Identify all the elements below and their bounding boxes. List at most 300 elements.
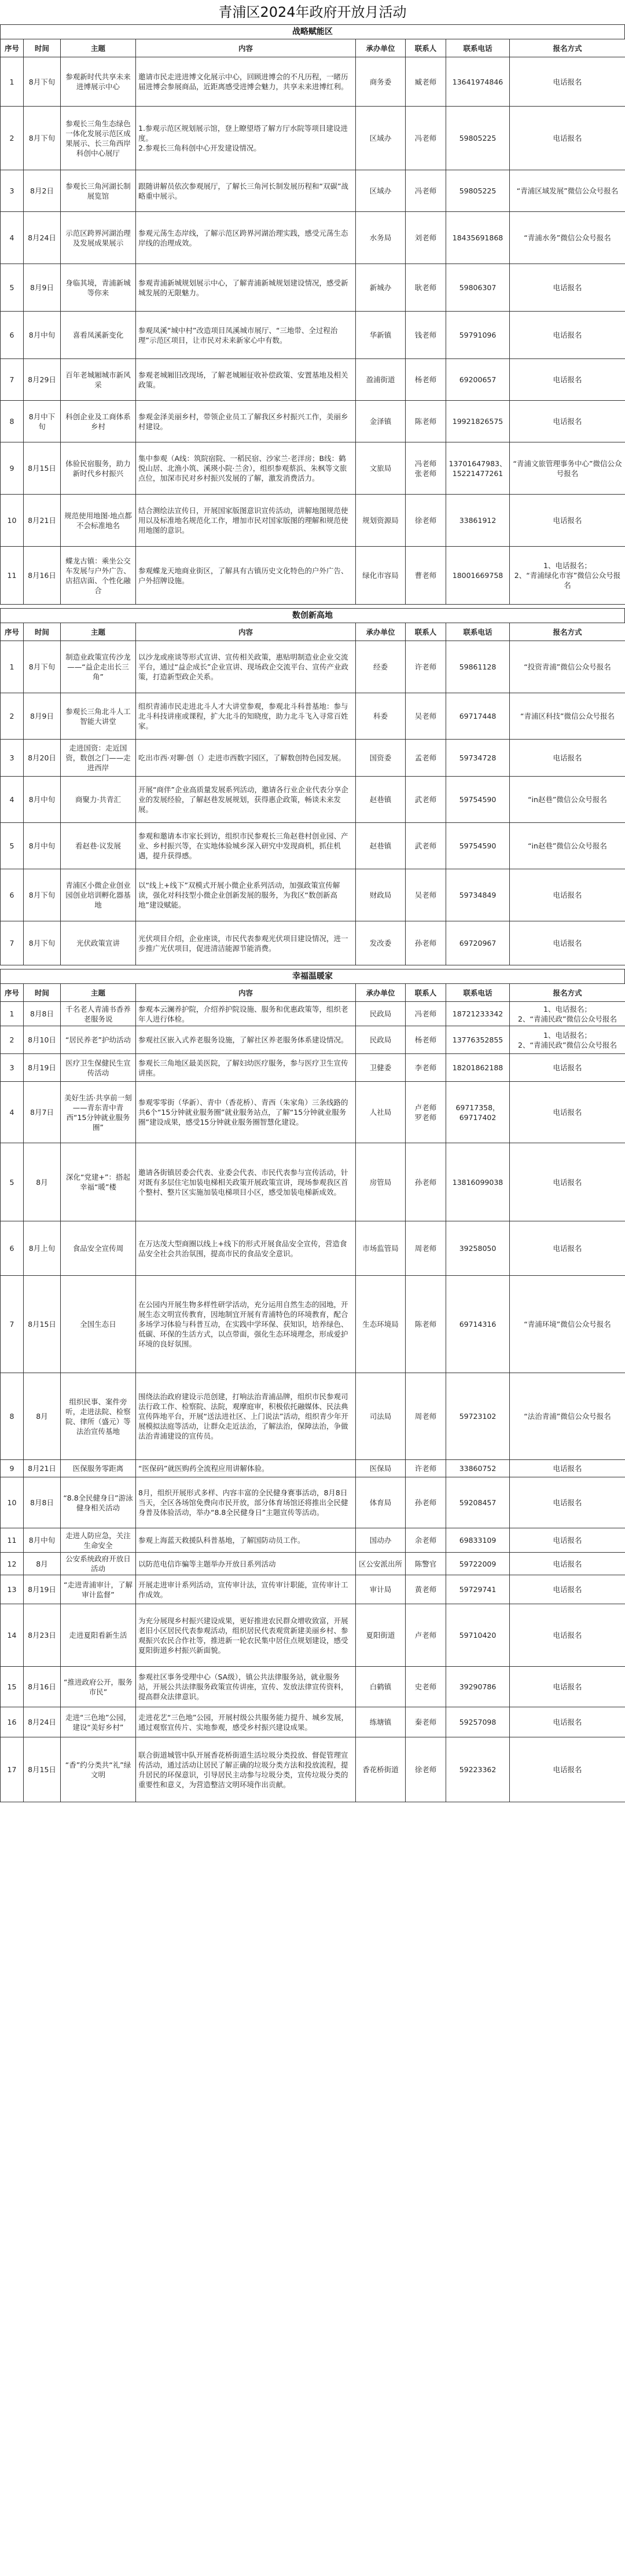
cell-time: 8月8日 <box>24 1477 61 1528</box>
cell-signup: 电话报名 <box>510 1221 625 1276</box>
cell-index: 8 <box>1 401 24 442</box>
cell-time: 8月下旬 <box>24 869 61 921</box>
cell-content: 开展“商伴”企业高质量发展系列活动，邀请各行业企业代表分享企业的发展经验，了解赵巷发展规划，获得惠企政策，畅谈未来发展。 <box>136 777 356 823</box>
cell-contact: 武老师 <box>406 823 446 869</box>
cell-signup: 电话报名 <box>510 1082 625 1143</box>
cell-topic: “居民养老”护幼活动 <box>61 1026 136 1054</box>
cell-contact: 周老师 <box>406 1373 446 1460</box>
cell-organizer: 卫健委 <box>356 1054 406 1082</box>
cell-index: 13 <box>1 1575 24 1604</box>
cell-time: 8月上旬 <box>24 1221 61 1276</box>
cell-contact: 卢老师 <box>406 1604 446 1667</box>
cell-content: 参观凤溪“城中村”改造项目凤溪城市展厅、“三地带、全过程治理”示范区项目，让市民对未来新家心中有数。 <box>136 312 356 359</box>
cell-organizer: 民政局 <box>356 1002 406 1026</box>
cell-topic: 身临其境，青浦新城等你来 <box>61 264 136 312</box>
cell-contact: 曹老师 <box>406 547 446 605</box>
cell-signup: 1、电话报名； 2、“青浦绿化市容”微信公众号报名 <box>510 547 625 605</box>
column-header-topic: 主题 <box>61 39 136 57</box>
column-header-time: 时间 <box>24 39 61 57</box>
cell-topic: “8.8全民健身日”游泳健身相关活动 <box>61 1477 136 1528</box>
cell-topic: 组织民事、案件旁听，走进法院、检察院、律所（盛元）等法治宣传基地 <box>61 1373 136 1460</box>
cell-signup: “青浦水务”微信公众号报名 <box>510 212 625 264</box>
cell-index: 9 <box>1 1460 24 1477</box>
cell-index: 15 <box>1 1667 24 1707</box>
cell-contact: 黄老师 <box>406 1575 446 1604</box>
cell-content: 参观零零街（华新）、青中（香花桥）、青西（朱家角）三条线路的共6个“15分钟就业服务圈”就业服务站点，了解“15分钟就业服务圈”建设成果，感受15分钟就业服务圈智慧化建设。 <box>136 1082 356 1143</box>
cell-signup: 电话报名 <box>510 921 625 965</box>
cell-topic: 公安系统政府开放日活动 <box>61 1553 136 1575</box>
cell-contact: 孟老师 <box>406 740 446 777</box>
cell-phone: 59791096 <box>446 312 510 359</box>
cell-content: 参观上海蓝天救援队科普基地，了解国防动员工作。 <box>136 1528 356 1553</box>
cell-organizer: 区公安派出所 <box>356 1553 406 1575</box>
table-row <box>1 547 625 605</box>
cell-signup: 电话报名 <box>510 312 625 359</box>
cell-topic: 科创企业及工商体系乡村 <box>61 401 136 442</box>
cell-index: 4 <box>1 777 24 823</box>
cell-phone: 59754590 <box>446 777 510 823</box>
column-header-content: 内容 <box>136 623 356 641</box>
cell-index: 4 <box>1 212 24 264</box>
cell-signup: “青浦区域发展”微信公众号报名 <box>510 170 625 212</box>
cell-contact: 冯老师 <box>406 107 446 170</box>
column-header-organizer: 承办单位 <box>356 984 406 1002</box>
table-row <box>1 1553 625 1575</box>
cell-contact: 周老师 <box>406 1221 446 1276</box>
cell-time: 8月下旬 <box>24 57 61 107</box>
cell-content: 组织青浦市民走进北斗人才大讲堂参观，参观北斗科普基地：参与北斗科技讲座或课程，扩大北斗的知晓度，助力北斗飞入寻常百姓家。 <box>136 693 356 740</box>
cell-organizer: 经委 <box>356 641 406 693</box>
cell-topic: 食品安全宣传周 <box>61 1221 136 1276</box>
cell-topic: 走进夏阳看新生活 <box>61 1604 136 1667</box>
cell-phone: 69717448 <box>446 693 510 740</box>
table-row <box>1 264 625 312</box>
cell-phone: 59734849 <box>446 869 510 921</box>
cell-organizer: 赵巷镇 <box>356 823 406 869</box>
cell-time: 8月下旬 <box>24 921 61 965</box>
cell-topic: 看赵巷·议发展 <box>61 823 136 869</box>
cell-contact: 吴老师 <box>406 693 446 740</box>
cell-content: 以“线上+线下”双模式开展小微企业系列活动，加强政策宣传解读，强化对科技型小微企业创新发展的服务，为我区“数创新高地”建设赋能。 <box>136 869 356 921</box>
cell-phone: 13701647983、15221477261 <box>446 442 510 495</box>
cell-contact: 史老师 <box>406 1667 446 1707</box>
table-row <box>1 359 625 401</box>
cell-time: 8月15日 <box>24 442 61 495</box>
cell-time: 8月19日 <box>24 1054 61 1082</box>
cell-time: 8月21日 <box>24 1460 61 1477</box>
cell-signup: 电话报名 <box>510 1575 625 1604</box>
cell-signup: “投资青浦”微信公众号报名 <box>510 641 625 693</box>
table-row <box>1 1026 625 1054</box>
cell-contact: 钱老师 <box>406 312 446 359</box>
table-row <box>1 921 625 965</box>
cell-content: 以防范电信诈骗等主题举办开放日系列活动 <box>136 1553 356 1575</box>
cell-index: 10 <box>1 1477 24 1528</box>
cell-time: 8月中旬 <box>24 823 61 869</box>
cell-signup: 电话报名 <box>510 1477 625 1528</box>
cell-index: 3 <box>1 1054 24 1082</box>
cell-time: 8月9日 <box>24 693 61 740</box>
cell-index: 8 <box>1 1373 24 1460</box>
cell-signup: 电话报名 <box>510 1737 625 1802</box>
column-header-contact: 联系人 <box>406 39 446 57</box>
cell-organizer: 市场监管局 <box>356 1221 406 1276</box>
cell-signup: 电话报名 <box>510 264 625 312</box>
cell-time: 8月20日 <box>24 740 61 777</box>
cell-phone: 69833109 <box>446 1528 510 1553</box>
table-row <box>1 641 625 693</box>
cell-phone: 18435691868 <box>446 212 510 264</box>
cell-phone: 69714316 <box>446 1276 510 1373</box>
cell-organizer: 国资委 <box>356 740 406 777</box>
cell-phone: 59861128 <box>446 641 510 693</box>
document-title: 青浦区2024年政府开放月活动 <box>218 4 407 20</box>
cell-organizer: 华新镇 <box>356 312 406 359</box>
cell-phone: 59723102 <box>446 1373 510 1460</box>
cell-contact: 徐老师 <box>406 495 446 547</box>
cell-signup: 电话报名 <box>510 495 625 547</box>
cell-time: 8月29日 <box>24 359 61 401</box>
cell-phone: 13816099038 <box>446 1143 510 1221</box>
cell-content: 邀请各街镇居委会代表、业委会代表、市民代表参与宣传活动，针对既有多层住宅加装电梯相关政策开展政策宣讲，现场参观我区首个整村、整片区实施加装电梯项目小区，感受加装电梯新成效。 <box>136 1143 356 1221</box>
cell-topic: 青浦区小微企业创业园创业培训孵化器基地 <box>61 869 136 921</box>
cell-time: 8月21日 <box>24 495 61 547</box>
cell-content: 跟随讲解员依次参观展厅，了解长三角河长制发展历程和“双碳”战略重中展示。 <box>136 170 356 212</box>
cell-topic: 医保服务零距离 <box>61 1460 136 1477</box>
column-header-contact: 联系人 <box>406 984 446 1002</box>
cell-phone: 18201862188 <box>446 1054 510 1082</box>
cell-topic: 参观新时代共享未来进博展示中心 <box>61 57 136 107</box>
cell-signup: 1、电话报名； 2、“青浦民政”微信公众号报名 <box>510 1026 625 1054</box>
cell-time: 8月中下旬 <box>24 401 61 442</box>
cell-time: 8月24日 <box>24 1707 61 1737</box>
cell-signup: 电话报名 <box>510 1528 625 1553</box>
cell-signup: “in赵巷”微信公众号报名 <box>510 777 625 823</box>
cell-time: 8月16日 <box>24 1667 61 1707</box>
cell-contact: 李老师 <box>406 1054 446 1082</box>
cell-contact: 孙老师 <box>406 1477 446 1528</box>
cell-topic: 走进国资：走近国资，数创之门——走进西岸 <box>61 740 136 777</box>
cell-organizer: 赵巷镇 <box>356 777 406 823</box>
cell-time: 8月15日 <box>24 1737 61 1802</box>
cell-index: 6 <box>1 312 24 359</box>
cell-content: 在万达茂大型商圈以线上+线下的形式开展食品安全宣传，营造食品安全社会共治氛围，提高市民的食品安全意识。 <box>136 1221 356 1276</box>
table-row <box>1 495 625 547</box>
table-row <box>1 1143 625 1221</box>
cell-time: 8月 <box>24 1143 61 1221</box>
cell-contact: 徐老师 <box>406 1737 446 1802</box>
cell-organizer: 司法局 <box>356 1373 406 1460</box>
cell-organizer: 房管局 <box>356 1143 406 1221</box>
cell-time: 8月9日 <box>24 264 61 312</box>
cell-topic: 参观长三角北斗人工智能大讲堂 <box>61 693 136 740</box>
table-row <box>1 401 625 442</box>
table-row <box>1 1707 625 1737</box>
cell-index: 11 <box>1 547 24 605</box>
cell-contact: 冯老师 <box>406 170 446 212</box>
table-row <box>1 869 625 921</box>
activity-table <box>0 983 625 1802</box>
cell-topic: 美好生活·共享前一刻——青东青中青西“15分钟就业服务圈” <box>61 1082 136 1143</box>
section-title: 数创新高地 <box>0 608 625 623</box>
cell-topic: “走进青浦审计，了解审计监督” <box>61 1575 136 1604</box>
cell-content: 1.参观示范区规划展示馆，登上瞭望塔了解方厅水院等项目建设进度。 2.参观长三角科创中心开发建设情况。 <box>136 107 356 170</box>
section-title: 幸福温暖家 <box>0 969 625 983</box>
cell-index: 6 <box>1 1221 24 1276</box>
cell-organizer: 规划资源局 <box>356 495 406 547</box>
cell-organizer: 绿化市容局 <box>356 547 406 605</box>
cell-contact: 孙老师 <box>406 921 446 965</box>
cell-content: 参观青浦新城规划展示中心，了解青浦新城规划建设情况，感受新城发展的无限魅力。 <box>136 264 356 312</box>
column-header-content: 内容 <box>136 984 356 1002</box>
cell-signup: “in赵巷”微信公众号报名 <box>510 823 625 869</box>
table-row <box>1 1221 625 1276</box>
table-row <box>1 1575 625 1604</box>
cell-index: 5 <box>1 264 24 312</box>
cell-contact: 杨老师 <box>406 359 446 401</box>
cell-organizer: 练塘镇 <box>356 1707 406 1737</box>
column-header-index: 序号 <box>1 984 24 1002</box>
table-row <box>1 1276 625 1373</box>
cell-index: 10 <box>1 495 24 547</box>
table-row <box>1 170 625 212</box>
table-row <box>1 57 625 107</box>
cell-index: 12 <box>1 1553 24 1575</box>
cell-contact: 陈老师 <box>406 401 446 442</box>
table-row <box>1 1737 625 1802</box>
cell-organizer: 水务局 <box>356 212 406 264</box>
cell-contact: 卢老师 罗老师 <box>406 1082 446 1143</box>
cell-contact: 吴老师 <box>406 869 446 921</box>
cell-signup: 电话报名 <box>510 740 625 777</box>
cell-phone: 59805225 <box>446 170 510 212</box>
cell-topic: 走进“三色地”公园，建设“美好乡村” <box>61 1707 136 1737</box>
table-row <box>1 1373 625 1460</box>
cell-signup: “青浦区科技”微信公众号报名 <box>510 693 625 740</box>
cell-content: 为充分展现乡村振兴建设成果，更好推进农民群众增收致富，开展老旧小区居民代表参观活动，组织居民代表观赏新建美丽乡村、参观振兴农民合作社等，推进新一轮农民集中居住点规划建设，感受夏阳街道乡村振兴新面貌。 <box>136 1604 356 1667</box>
cell-topic: 制造业政策宣传沙龙——“益企走出长三角” <box>61 641 136 693</box>
cell-time: 8月2日 <box>24 170 61 212</box>
cell-time: 8月16日 <box>24 547 61 605</box>
cell-index: 4 <box>1 1082 24 1143</box>
cell-index: 2 <box>1 1026 24 1054</box>
cell-organizer: 生态环境局 <box>356 1276 406 1373</box>
cell-signup: 电话报名 <box>510 1707 625 1737</box>
sections-container <box>0 24 625 1802</box>
column-header-index: 序号 <box>1 623 24 641</box>
cell-index: 11 <box>1 1528 24 1553</box>
cell-organizer: 审计局 <box>356 1575 406 1604</box>
cell-content: 吃出市西·对聊·创（）走进市西数字园区，了解数创特色园发展。 <box>136 740 356 777</box>
cell-content: 8月，组织开展形式多样、内容丰富的全民健身赛事活动，8月8日当天，全区各场馆免费向市民开放，部分体育场馆还将推出全民健身普及体验活动，举办“8.8全民健身日”主题宣传等活动。 <box>136 1477 356 1528</box>
cell-topic: 百年老城厢城市新风采 <box>61 359 136 401</box>
cell-phone: 59257098 <box>446 1707 510 1737</box>
cell-content: 结合测绘法宣传日，开展国家版图意识宣传活动，讲解地图规范使用以及标准地名规范化工作，增加市民对国家版图的理解和规范使用地图的意识。 <box>136 495 356 547</box>
cell-contact: 陈警官 <box>406 1553 446 1575</box>
table-row <box>1 1054 625 1082</box>
cell-organizer: 新城办 <box>356 264 406 312</box>
column-header-content: 内容 <box>136 39 356 57</box>
cell-phone: 69720967 <box>446 921 510 965</box>
table-header-row <box>1 39 625 57</box>
cell-phone: 19921826575 <box>446 401 510 442</box>
cell-content: “医保码”就医购药全流程应用讲解体验。 <box>136 1460 356 1477</box>
cell-phone: 69200657 <box>446 359 510 401</box>
cell-organizer: 商务委 <box>356 57 406 107</box>
cell-time: 8月8日 <box>24 1002 61 1026</box>
cell-index: 5 <box>1 1143 24 1221</box>
cell-phone: 59729741 <box>446 1575 510 1604</box>
cell-time: 8月下旬 <box>24 641 61 693</box>
cell-signup: 电话报名 <box>510 107 625 170</box>
table-row <box>1 693 625 740</box>
cell-content: 参观蝶龙天地商业街区，了解具有古镇历史文化特色的户外广告、户外招牌设施。 <box>136 547 356 605</box>
cell-signup: 电话报名 <box>510 1667 625 1707</box>
cell-signup: 电话报名 <box>510 1143 625 1221</box>
cell-content: 邀请市民走进进博文化展示中心，回顾进博会的不凡历程，一睹历届进博会参展商品，近距离感受进博会魅力，共享未来进博红利。 <box>136 57 356 107</box>
table-row <box>1 740 625 777</box>
cell-phone: 18001669758 <box>446 547 510 605</box>
cell-signup: 电话报名 <box>510 1054 625 1082</box>
cell-signup: 电话报名 <box>510 869 625 921</box>
cell-topic: 深化“党建+”：搭起幸福“暖”楼 <box>61 1143 136 1221</box>
column-header-organizer: 承办单位 <box>356 39 406 57</box>
cell-content: 集中参观（A线：筑院宿院、一稻民宿、沙家兰·老洋房；B线：鹤悦山居、北渔小筑、溪瑛小院·兰舍），组织参观蔡浜、朱枫等文旅点位，加深市民对乡村振兴发展的了解，激发消费活力。 <box>136 442 356 495</box>
cell-phone: 59722009 <box>446 1553 510 1575</box>
cell-content: 参观元荡生态岸线，了解示范区跨界河湖治理实践，感受元荡生态岸线的治理成效。 <box>136 212 356 264</box>
cell-topic: “推进政府公开，服务市民” <box>61 1667 136 1707</box>
cell-index: 3 <box>1 170 24 212</box>
cell-time: 8月中旬 <box>24 777 61 823</box>
cell-index: 1 <box>1 1002 24 1026</box>
cell-contact: 冯老师 张老师 <box>406 442 446 495</box>
cell-time: 8月 <box>24 1553 61 1575</box>
cell-index: 7 <box>1 921 24 965</box>
cell-contact: 许老师 <box>406 1460 446 1477</box>
cell-time: 8月19日 <box>24 1575 61 1604</box>
cell-index: 5 <box>1 823 24 869</box>
cell-time: 8月下旬 <box>24 107 61 170</box>
table-header-row <box>1 984 625 1002</box>
column-header-phone: 联系电话 <box>446 39 510 57</box>
cell-index: 7 <box>1 1276 24 1373</box>
cell-content: 走进花艺“三色地”公园，开展村级公共服务能力提升、城乡发展，通过观察宣传片、实地参观，感受乡村振兴建设成果。 <box>136 1707 356 1737</box>
cell-phone: 69717358，69717402 <box>446 1082 510 1143</box>
cell-content: 参观老城厢旧改现场，了解老城厢征收补偿政策、安置基地及相关政策。 <box>136 359 356 401</box>
cell-phone: 59734728 <box>446 740 510 777</box>
cell-time: 8月15日 <box>24 1276 61 1373</box>
cell-signup: “青浦环境”微信公众号报名 <box>510 1276 625 1373</box>
cell-index: 2 <box>1 107 24 170</box>
cell-time: 8月中旬 <box>24 1528 61 1553</box>
cell-signup: 1、电话报名； 2、“青浦民政”微信公众号报名 <box>510 1002 625 1026</box>
cell-time: 8月中旬 <box>24 312 61 359</box>
cell-content: 开展走进审计系列活动，宣传审计法，宣传审计职能，宣传审计工作成效。 <box>136 1575 356 1604</box>
table-row <box>1 1667 625 1707</box>
cell-content: 参观社区嵌入式养老服务设施，了解社区养老服务体系建设情况。 <box>136 1026 356 1054</box>
cell-phone: 18721233342 <box>446 1002 510 1026</box>
cell-phone: 33861912 <box>446 495 510 547</box>
cell-content: 联合街道城管中队开展香花桥街道生活垃圾分类投放、督促管理宣传活动，通过活动让居民了解正确的垃圾分类方法和投放流程，提升居民的环保意识，引导居民主动参与垃圾分类，宣传垃圾分类的重要性和意义，为营造整洁文明环境作出贡献。 <box>136 1737 356 1802</box>
table-row <box>1 777 625 823</box>
table-row <box>1 1082 625 1143</box>
table-row <box>1 212 625 264</box>
cell-topic: 喜看凤溪新变化 <box>61 312 136 359</box>
cell-phone: 39258050 <box>446 1221 510 1276</box>
cell-phone: 13776352855 <box>446 1026 510 1054</box>
cell-time: 8月10日 <box>24 1026 61 1054</box>
cell-organizer: 文旅局 <box>356 442 406 495</box>
cell-phone: 59208457 <box>446 1477 510 1528</box>
table-row <box>1 312 625 359</box>
cell-topic: 医疗卫生保健民生宣传活动 <box>61 1054 136 1082</box>
cell-content: 参观和邀请本市家长到访，组织市民参观长三角赵巷村创业园、产业、乡村振兴等，在实地体验城乡深入研究中发现商机，抓住机遇，提升获得感。 <box>136 823 356 869</box>
cell-organizer: 香花桥街道 <box>356 1737 406 1802</box>
cell-contact: 孙老师 <box>406 1143 446 1221</box>
cell-index: 14 <box>1 1604 24 1667</box>
cell-index: 17 <box>1 1737 24 1802</box>
cell-topic: 走进人防应急，关注生命安全 <box>61 1528 136 1553</box>
cell-contact: 刘老师 <box>406 212 446 264</box>
cell-index: 7 <box>1 359 24 401</box>
cell-organizer: 人社局 <box>356 1082 406 1143</box>
table-row <box>1 1460 625 1477</box>
cell-organizer: 金泽镇 <box>356 401 406 442</box>
cell-contact: 许老师 <box>406 641 446 693</box>
cell-phone: 59223362 <box>446 1737 510 1802</box>
cell-index: 1 <box>1 57 24 107</box>
column-header-contact: 联系人 <box>406 623 446 641</box>
cell-phone: 39290786 <box>446 1667 510 1707</box>
cell-contact: 臧老师 <box>406 57 446 107</box>
cell-signup: 电话报名 <box>510 1553 625 1575</box>
cell-topic: 参观长三角河湖长制展览馆 <box>61 170 136 212</box>
cell-organizer: 科委 <box>356 693 406 740</box>
cell-topic: 全国生态日 <box>61 1276 136 1373</box>
cell-phone: 59805225 <box>446 107 510 170</box>
column-header-time: 时间 <box>24 623 61 641</box>
column-header-index: 序号 <box>1 39 24 57</box>
cell-organizer: 夏阳街道 <box>356 1604 406 1667</box>
cell-phone: 13641974846 <box>446 57 510 107</box>
cell-topic: 商聚力·共青汇 <box>61 777 136 823</box>
column-header-signup: 报名方式 <box>510 39 625 57</box>
cell-phone: 59806307 <box>446 264 510 312</box>
cell-topic: 光伏政策宣讲 <box>61 921 136 965</box>
cell-topic: 体验民宿服务，助力新时代乡村振兴 <box>61 442 136 495</box>
cell-index: 1 <box>1 641 24 693</box>
table-row <box>1 1002 625 1026</box>
cell-contact: 武老师 <box>406 777 446 823</box>
activity-table <box>0 623 625 965</box>
cell-signup: “法治青浦”微信公众号报名 <box>510 1373 625 1460</box>
cell-signup: 电话报名 <box>510 57 625 107</box>
table-row <box>1 442 625 495</box>
cell-index: 6 <box>1 869 24 921</box>
cell-time: 8月7日 <box>24 1082 61 1143</box>
column-header-phone: 联系电话 <box>446 984 510 1002</box>
cell-contact: 耿老师 <box>406 264 446 312</box>
cell-organizer: 区域办 <box>356 107 406 170</box>
cell-phone: 59754590 <box>446 823 510 869</box>
cell-index: 2 <box>1 693 24 740</box>
cell-phone: 59710420 <box>446 1604 510 1667</box>
cell-contact: 杨老师 <box>406 1026 446 1054</box>
cell-content: 围绕法治政府建设示范创建，打响法治青浦品牌，组织市民参观司法行政工作、检察院、法院，观摩庭审，积极依托融媒体、民法典宣传阵地平台，开展“送法进社区、上门说法”活动，组织青少年开展模拟法庭等活动，让群众走近法治，了解法治，保障法治，争做法治青浦建设的宣传员。 <box>136 1373 356 1460</box>
cell-content: 参观社区事务受理中心（SA级），镇公共法律服务站，就业服务站，开展公共法律服务政策宣传讲座，宣传、发放法律宣传资料，提高群众法律意识。 <box>136 1667 356 1707</box>
cell-contact: 余老师 <box>406 1528 446 1553</box>
cell-organizer: 民政局 <box>356 1026 406 1054</box>
